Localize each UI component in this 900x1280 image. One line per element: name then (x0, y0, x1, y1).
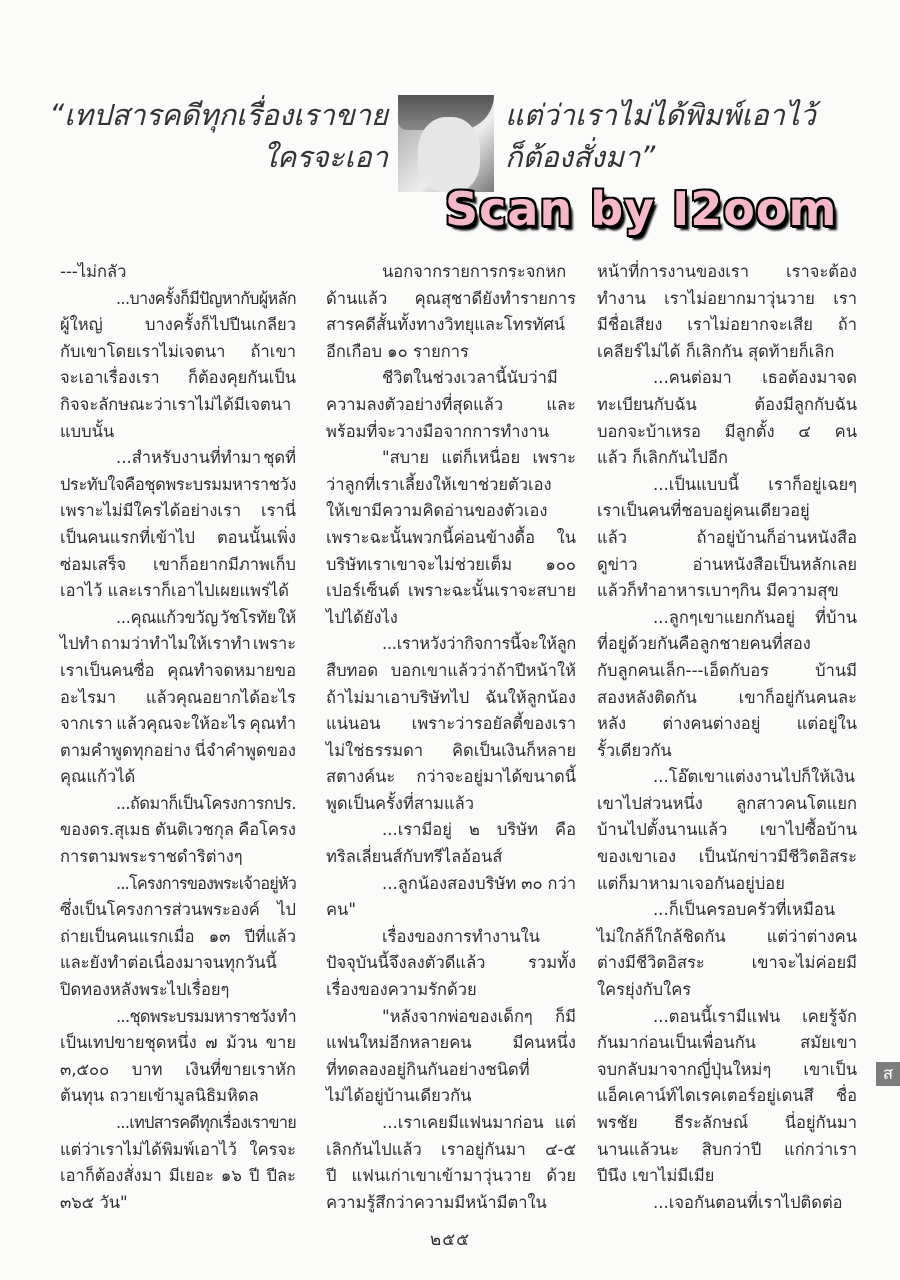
text-line (597, 924, 857, 951)
text-line (60, 605, 296, 632)
text-line-content: กับลูกคนเล็ก---เอ็ดกับอร บ้านมี (597, 660, 857, 680)
text-line (597, 525, 857, 552)
text-line-content: สารคดีสั้นทั้งทางวิทยุและโทรทัศน์ (326, 315, 566, 335)
text-line-content: พูดเป็นครั้งที่สามแล้ว (326, 793, 475, 813)
text-line (326, 711, 576, 738)
text-line (60, 817, 296, 844)
text-line (60, 498, 296, 525)
text-line-content: ไม่ได้อยู่บ้านเดียวกัน (326, 1086, 472, 1106)
text-line (60, 1030, 296, 1057)
paragraph (597, 472, 857, 605)
text-line (326, 685, 576, 712)
text-line (60, 658, 296, 685)
text-line-content: บ้านไปตั้งนานแล้ว เขาไปซื้อบ้าน (597, 820, 857, 840)
text-line (60, 1163, 296, 1190)
paragraph (326, 1110, 576, 1216)
text-line-content: แล้ว ก็เลิกกันไปอีก (597, 448, 728, 468)
text-line (326, 419, 576, 446)
text-line (60, 764, 296, 791)
text-line-content: ...ชุดพระบรมมหาราชวัง ทำ (116, 1006, 296, 1026)
paragraph (326, 365, 576, 445)
paragraph (597, 605, 857, 765)
text-line-content: เป็นเทปขายชุดหนึ่ง ๗ ม้วน ขาย (60, 1033, 296, 1053)
text-line (597, 552, 857, 579)
text-line-content: ของเขาเอง เป็นนักข่าวมีชีวิตอิสระ (597, 847, 857, 867)
text-line-content: ใครยุ่งกับใคร (597, 980, 692, 1000)
text-line-content: และยังทำต่อเนื่องมาจนทุกวันนี้ (60, 953, 277, 973)
text-line-content: ...สำหรับงานที่ทำมา ชุดที่ (116, 448, 296, 468)
text-line (60, 711, 296, 738)
text-line (597, 1004, 857, 1031)
text-line (60, 685, 296, 712)
text-line-content: เพราะฉะนั้นพวกนี้ค่อนข้างดื้อ ใน (326, 527, 576, 547)
text-line-content: ให้เขามีความคิดอ่านของตัวเอง (326, 501, 548, 521)
text-line-content: เป็นคนแรกที่เข้าไป ตอนนั้นเพิ่ง (60, 527, 296, 547)
text-line-content: ...เรามีอยู่ ๒ บริษัท คือ (382, 820, 576, 840)
text-line (597, 472, 857, 499)
text-line (597, 977, 857, 1004)
text-line-content: ทำงาน เราไม่อยากมาวุ่นวาย เรา (597, 288, 857, 308)
text-line-content: ดูข่าว อ่านหนังสือเป็นหลักเลย (597, 554, 857, 574)
text-line-content: แล้วก็ทำอาหารเบาๆกิน มีความสุข (597, 581, 839, 601)
portrait-photo (398, 95, 494, 192)
quote-line1-right: แต่ว่าเราไม่ได้พิมพ์เอาไว้ (505, 98, 816, 132)
text-line (60, 871, 296, 898)
text-line-content: พรชัย ธีระลักษณ์ นี่อยู่กันมา (597, 1113, 857, 1132)
text-line-content: ว่าลูกที่เราเลี้ยงให้เขาช่วยตัวเอง (326, 474, 552, 494)
text-line-content: ที่อยู่ด้วยกันคือลูกชายคนที่สอง (597, 634, 811, 654)
text-line-content: ปัจจุบันนี้จึงลงตัวดีแล้ว รวมทั้ง (326, 953, 576, 973)
paragraph (597, 259, 857, 365)
text-line (326, 259, 576, 286)
text-line (60, 312, 296, 339)
text-line-content: ...ก็เป็นครอบครัวที่เหมือน (653, 900, 836, 920)
text-line-content: ซ่อมเสร็จ เขาก็อยากมีภาพเก็บ (60, 554, 296, 574)
text-line-content: ...โอ๊ตเขาแต่งงานไปก็ให้เงิน (653, 767, 856, 787)
text-line (597, 950, 857, 977)
text-line-content: ...เทปสารคดีทุกเรื่องเราขาย (116, 1113, 296, 1132)
text-line (60, 631, 296, 658)
text-line (326, 312, 576, 339)
text-line-content: จากเรา แล้วคุณจะให้อะไร คุณทำ (60, 714, 296, 734)
text-line (326, 817, 576, 844)
text-line (597, 1110, 857, 1137)
text-line (60, 578, 296, 605)
paragraph (60, 1004, 296, 1110)
text-line-content: หลัง ต่างคนต่างอยู่ แต่อยู่ใน (597, 714, 857, 734)
text-line (326, 1057, 576, 1084)
text-line-content: กันมาก่อนเป็นเพื่อนกัน สมัยเขา (597, 1033, 857, 1053)
text-line-content: เลิกกันไปแล้ว เราอยู่กันมา ๔-๕ (326, 1139, 576, 1159)
text-line-content: แต่ว่าเราไม่ได้พิมพ์เอาไว้ ใครจะ (60, 1139, 296, 1159)
text-line-content: "หลังจากพ่อของเด็กๆ ก็มี (382, 1006, 576, 1026)
text-line (60, 1057, 296, 1084)
quote-line2-left: ใครจะเอา (262, 140, 388, 174)
text-line-content: ...ลูกๆเขาแยกกันอยู่ ที่บ้าน (653, 607, 857, 627)
text-line (597, 764, 857, 791)
text-line-content: ความลงตัวอย่างที่สุดแล้ว และ (326, 394, 576, 414)
text-line (326, 392, 576, 419)
text-line (60, 365, 296, 392)
text-line-content: ๓๖๕ วัน" (60, 1192, 128, 1212)
paragraph (60, 445, 296, 605)
paragraph (60, 605, 296, 791)
text-line-content: ไม่ใกล้ก็ใกล้ชิดกัน แต่ว่าต่างคน (597, 926, 857, 946)
text-line (60, 286, 296, 313)
text-line (597, 1057, 857, 1084)
text-line (326, 631, 576, 658)
text-line-content: ต้นทุน ถวายเข้ามูลนิธิมหิดล (60, 1086, 259, 1106)
text-line-content: แล้ว ถ้าอยู่บ้านก็อ่านหนังสือ (597, 527, 857, 547)
text-line (326, 738, 576, 765)
text-line (60, 339, 296, 366)
text-line-content: ...ลูกน้องสองบริษัท ๓๐ กว่า (382, 873, 576, 893)
text-line-content: กิจจะลักษณะว่าเราไม่ได้มีเจตนา (60, 394, 292, 414)
text-line (597, 817, 857, 844)
text-line-content: คน" (326, 900, 356, 920)
text-line-content: การตามพระราชดำริต่างๆ (60, 847, 243, 867)
text-line-content: ...ตอนนี้เรามีแฟน เคยรู้จัก (653, 1006, 857, 1026)
text-line (597, 1137, 857, 1164)
paragraph (326, 871, 576, 924)
text-line (60, 1137, 296, 1164)
text-line (326, 1004, 576, 1031)
paragraph (597, 897, 857, 1003)
text-line-content: มีชื่อเสียง เราไม่อยากจะเสีย ถ้า (597, 315, 857, 335)
page-number: ๒๕๕ (430, 1230, 470, 1250)
text-line-content: หน้าที่การงานของเรา เราจะต้อง (597, 262, 857, 281)
text-line-content: อะไรมา แล้วคุณอยากได้อะไร (60, 687, 296, 707)
text-line-content: สตางค์นะ กว่าจะอยู่มาได้ขนาดนี้ (326, 767, 576, 787)
text-line (60, 977, 296, 1004)
text-line (326, 977, 576, 1004)
text-line-content: ...เจอกันตอนที่เราไปติดต่อ (653, 1192, 843, 1212)
text-line (326, 764, 576, 791)
text-line-content: ที่ทดลองอยู่กินกันอย่างชนิดที่ (326, 1059, 530, 1079)
text-line-content: ถ้าไม่มาเอาบริษัทไป ฉันให้ลูกน้อง (326, 687, 576, 707)
text-line-content: เราเป็นคนซื่อ คุณทำจดหมายขอ (60, 660, 296, 680)
text-line-content: แต่ก็มาหามาเจอกันอยู่บ่อย (597, 873, 785, 893)
text-line-content: ผู้ใหญ่ บางครั้งก็ไปปีนเกลียว (60, 315, 296, 335)
text-line (326, 871, 576, 898)
text-line (60, 392, 296, 419)
text-line-content: ๓,๕๐๐ บาท เงินที่ขายเราหัก (60, 1059, 296, 1079)
text-line (326, 658, 576, 685)
text-line (326, 552, 576, 579)
paragraph (326, 445, 576, 631)
text-line-content: เพราะไม่มีใครได้อย่างเรา เรานี่ (60, 501, 296, 521)
text-line-content: ซึ่งเป็นโครงการส่วนพระองค์ ไป (60, 900, 296, 920)
text-line (326, 578, 576, 605)
text-line (326, 498, 576, 525)
text-line (60, 791, 296, 818)
text-line (597, 791, 857, 818)
text-line-content: "สบาย แต่ก็เหนื่อย เพราะ (382, 448, 576, 468)
text-line-content: ปีนึง เขาไม่มีเมีย (597, 1166, 715, 1186)
text-line (326, 1163, 576, 1190)
text-line-content: บอกจะบ้าเหรอ มีลูกตั้ง ๔ คน (597, 421, 857, 441)
text-line-content: ต่างมีชีวิตอิสระ เขาจะไม่ค่อยมี (597, 953, 857, 973)
text-line (597, 685, 857, 712)
text-line-content: เรื่องของการทำงานใน (382, 926, 540, 946)
text-line-content: ---ไม่กลัว (60, 262, 127, 281)
text-line (60, 525, 296, 552)
text-line-content: ...บางครั้งก็มีปัญหากับผู้หลัก (116, 288, 296, 308)
text-line (597, 871, 857, 898)
text-line (597, 1030, 857, 1057)
text-line (597, 259, 857, 286)
text-line (597, 392, 857, 419)
text-line (60, 552, 296, 579)
paragraph (597, 764, 857, 897)
text-line (60, 924, 296, 951)
text-line (326, 897, 576, 924)
text-column-3 (597, 259, 857, 1216)
text-line (597, 605, 857, 632)
text-line (326, 1137, 576, 1164)
text-line (326, 1190, 576, 1217)
text-line (326, 1110, 576, 1137)
text-line-content: บริษัทเราเขาจะไม่ช่วยเต็ม ๑๐๐ (326, 554, 576, 574)
paragraph (60, 1110, 296, 1216)
text-line-content: ของดร.สุเมธ ตันติเวชกุล คือโครง (60, 820, 296, 840)
text-line-content: ...เราเคยมีแฟนมาก่อน แต่ (382, 1113, 576, 1132)
text-line-content: แอ็คเคาน์ท์ไดเรคเตอร์อยู่เดนสึ ชื่อ (597, 1086, 857, 1106)
text-line-content: เคลียร์ไม่ได้ ก็เลิกกัน สุดท้ายก็เลิก (597, 341, 835, 361)
text-line-content: เอาก็ต้องสั่งมา มีเยอะ ๑๖ ปี ปีละ (60, 1166, 296, 1186)
text-line-content: ไปทำ ถามว่าทำไมให้เราทำ เพราะ (60, 634, 296, 654)
text-line (326, 791, 576, 818)
text-line-content: เปอร์เซ็นต์ เพราะฉะนั้นเราจะสบาย (326, 581, 576, 601)
paragraph (326, 1004, 576, 1110)
paragraph (597, 1004, 857, 1190)
text-column-1 (60, 259, 296, 1216)
text-line (597, 631, 857, 658)
text-line (60, 259, 296, 286)
text-line (326, 365, 576, 392)
text-line (326, 472, 576, 499)
text-line (60, 472, 296, 499)
text-line (326, 605, 576, 632)
text-line (597, 738, 857, 765)
text-line (597, 1190, 857, 1217)
text-line-content: จะเอาเรื่องเรา ก็ต้องคุยกันเป็น (60, 368, 296, 388)
text-line (60, 1110, 296, 1137)
scan-watermark: Scan by I2oom (445, 182, 838, 236)
text-line-content: ...โครงการของพระเจ้าอยู่หัว (116, 873, 296, 893)
text-line (597, 419, 857, 446)
text-line (597, 445, 857, 472)
text-line-content: กับเขาโดยเราไม่เจตนา ถ้าเขา (60, 341, 296, 361)
paragraph (60, 871, 296, 1004)
text-line (326, 924, 576, 951)
text-line (597, 578, 857, 605)
text-line-content: ความรู้สึกว่าความมีหน้ามีตาใน (326, 1192, 547, 1212)
text-line-content: ถ่ายเป็นคนแรกเมื่อ ๑๓ ปีที่แล้ว (60, 926, 296, 946)
text-line-content: นอกจากรายการกระจกหก (382, 262, 567, 281)
text-line-content: ปิดทองหลังพระไปเรื่อยๆ (60, 980, 230, 1000)
text-line-content: แน่นอน เพราะว่ารอยัลตี้ของเรา (326, 714, 576, 734)
text-line (60, 445, 296, 472)
text-line-content: ไปได้ยังไง (326, 607, 398, 627)
text-line-content: สองหลังติดกัน เขาก็อยู่กันคนละ (597, 687, 857, 707)
text-line (60, 897, 296, 924)
text-line-content: เอาไว้ และเราก็เอาไปเผยแพร่ได้ (60, 581, 289, 601)
text-line (326, 339, 576, 366)
quote-line1-left: “เทปสารคดีทุกเรื่องเราขาย (49, 98, 388, 132)
paragraph (326, 259, 576, 365)
text-line (597, 312, 857, 339)
paragraph (326, 924, 576, 1004)
section-tab: ส (876, 1062, 900, 1086)
text-line (326, 1030, 576, 1057)
text-line-content: ...ถัดมาก็เป็นโครงการกปร. (116, 793, 296, 813)
text-line (60, 738, 296, 765)
text-line-content: ไม่ใช่ธรรมดา คิดเป็นเงินก็หลาย (326, 740, 576, 760)
text-line-content: ตามคำพูดทุกอย่าง นี่จำคำพูดของ (60, 740, 296, 760)
text-line-content: ...คุณแก้วขวัญ วัชโรทัย ให้ (116, 607, 296, 627)
text-line (60, 1004, 296, 1031)
text-line (326, 525, 576, 552)
text-line (597, 339, 857, 366)
text-line (60, 1083, 296, 1110)
text-line-content: คุณแก้วได้ (60, 767, 136, 787)
text-line (597, 711, 857, 738)
text-line-content: ด้านแล้ว คุณสุชาดียังทำรายการ (326, 288, 576, 308)
text-line-content: ชีวิตในช่วงเวลานี้นับว่ามี (382, 368, 558, 388)
text-line (326, 844, 576, 871)
text-line (597, 897, 857, 924)
text-line-content: แฟนใหม่อีกหลายคน มีคนหนึ่ง (326, 1033, 576, 1053)
text-line (326, 1083, 576, 1110)
text-line-content: ประทับใจคือชุดพระบรมมหาราชวัง (60, 474, 296, 494)
text-line (326, 950, 576, 977)
text-line-content: เขาไปส่วนหนึ่ง ลูกสาวคนโตแยก (597, 793, 857, 813)
paragraph (597, 365, 857, 471)
text-line (60, 1190, 296, 1217)
text-line (597, 286, 857, 313)
paragraph (326, 631, 576, 817)
text-line (597, 365, 857, 392)
text-line-content: พร้อมที่จะวางมือจากการทำงาน (326, 421, 550, 441)
text-line-content: ทะเบียนกับฉัน ต้องมีลูกกับฉัน (597, 394, 857, 414)
text-line (597, 844, 857, 871)
text-line-content: ...เป็นแบบนี้ เราก็อยู่เฉยๆ (653, 474, 857, 494)
text-line-content: จบกลับมาจากญี่ปุ่นใหม่ๆ เขาเป็น (597, 1059, 857, 1079)
text-line-content: ...คนต่อมา เธอต้องมาจด (653, 368, 857, 388)
text-line (597, 1083, 857, 1110)
text-line (326, 286, 576, 313)
paragraph (60, 286, 296, 446)
text-line-content: นานแล้วนะ สิบกว่าปี แก่กว่าเรา (597, 1139, 857, 1159)
text-line (60, 950, 296, 977)
paragraph (60, 791, 296, 871)
text-line-content: ...เราหวังว่ากิจการนี้จะให้ลูก (382, 634, 576, 654)
text-line-content: ทริลเลี่ยนส์กับทรีไลอ้อนส์ (326, 847, 503, 867)
text-line-content: อีกเกือบ ๑๐ รายการ (326, 341, 469, 361)
text-line (60, 419, 296, 446)
text-line-content: แบบนั้น (60, 421, 115, 441)
text-line-content: เราเป็นคนที่ชอบอยู่คนเดียวอยู่ (597, 501, 810, 521)
text-line-content: เรื่องของความรักด้วย (326, 980, 477, 1000)
text-line-content: รั้วเดียวกัน (597, 740, 672, 760)
paragraph (597, 1190, 857, 1217)
text-line (326, 445, 576, 472)
text-line-content: สืบทอด บอกเขาแล้วว่าถ้าปีหน้าให้ (326, 660, 576, 680)
paragraph (60, 259, 296, 286)
text-line (60, 844, 296, 871)
text-column-2 (326, 259, 576, 1216)
paragraph (326, 817, 576, 870)
quote-line2-right: ก็ต้องสั่งมา” (505, 140, 656, 174)
text-line-content: ปี แฟนเก่าเขาเข้ามาวุ่นวาย ด้วย (326, 1166, 576, 1186)
text-line (597, 498, 857, 525)
text-line (597, 658, 857, 685)
text-line (597, 1163, 857, 1190)
